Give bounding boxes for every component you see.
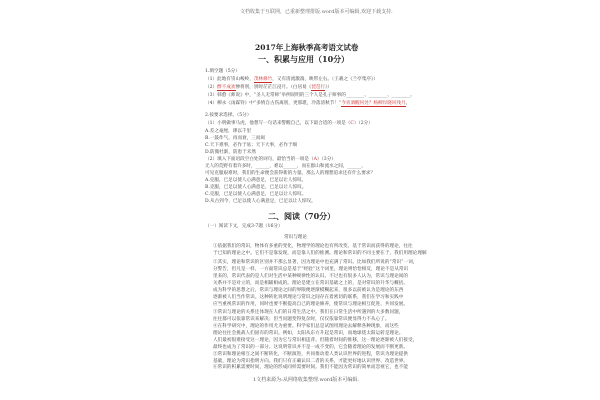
article-paragraph-line: 分警告，但凡是一样，一方面常识总是基于“经验”这个词里，理论则恰恰相反，理论不是从常识 xyxy=(213,267,409,272)
q2-line1-prefix: （1）小明做事马虎，他想写一句话来警醒自己，以下最合适的一项是（ xyxy=(205,121,351,126)
article-paragraph-line: ⑥常识的积累需要时间，理论的形成同样需要时间。我们不能因为常识的简单而忽视它，也不能 xyxy=(213,365,409,370)
q2-option-d2: D.从古到今，已足以使人心满意足，已足以让人惊叹。 xyxy=(205,199,316,204)
article-title: 常识与理论 xyxy=(284,235,307,240)
article-paragraph-line: ④在科学研究中，理论的作用尤为重要。科学家们总是试图用理论去解释各种现象，而这些 xyxy=(213,324,399,329)
q1-line2-answer-b: 琵琶行 xyxy=(311,85,326,90)
article-paragraph-line: 人们最初很难接受这一理论，因为它与常识相违背。但随着时间的推移，这一理论逐渐被人们接受， xyxy=(213,338,418,343)
q2-line2 xyxy=(205,158,336,163)
article-paragraph-line: 理论往往会挑战人们固有的常识。例如，太阳从东方升起是常识，而地球绕太阳运转是理论。 xyxy=(213,331,404,336)
q2-label: 2.按要求选择。（5分） xyxy=(205,113,252,118)
q2-line1 xyxy=(205,122,373,127)
q1-label: 1.填空题（5分） xyxy=(205,69,240,74)
header-note: 文档收集于互联网，已重新整理排版.word版本可编辑,欢迎下载支持. xyxy=(240,9,393,15)
article-paragraph-line: ①依据我们的常识，物体有多重的变化，物理学的理论也有所改变。基于常识而获得的理论，往往 xyxy=(213,244,413,249)
q2-option-d: D.防微杜渐，防患于未然 xyxy=(205,150,256,155)
article-paragraph-line: ⑤常识和理论相互之间不断转化，不断演进，共同推动着人类认识世界的进程，常识为理论提供 xyxy=(213,352,409,357)
article-paragraph-line: ③常识与理论的关系还体现在人们的日常生活之中。我们在日常生活中所遇到的大多数问题， xyxy=(213,310,404,315)
article-paragraph-line: 最终也成为了常识的一部分。这说明常识并不是一成不变的，它会随着理论的发展而不断更新。 xyxy=(213,345,409,350)
q2-line1-suffix: ）（2分） xyxy=(353,121,373,126)
q2-line2-suffix: ）（3分） xyxy=(316,157,336,162)
footer-note: 1文档来源为:从网络收集整理.word版本可编辑. xyxy=(253,377,359,383)
section2-sub: （一）阅读下文，完成3-7题（16分） xyxy=(205,224,283,229)
article-paragraph-line: 关系并不是对立的，而是相辅相成的。理论是建立在常识基础之上的，是对常识的升华与概括。 xyxy=(213,281,409,286)
q2-option-b2: B.克服，已足以使人心满意足，已足以让人惊叹。 xyxy=(205,185,307,190)
q2-option-a: A.差之毫厘，谬以千里 xyxy=(205,129,252,134)
q1-line2-answer-a: 醉不成欢 xyxy=(217,85,236,90)
q1-line1 xyxy=(205,78,378,83)
q1-line4-suffix: 。 xyxy=(405,101,411,106)
article-paragraph-line: 应当重视常识的作用，同时也要不断提高自己的理论修养，使常识与理论相互促进、共同发展。 xyxy=(213,302,409,307)
article-paragraph-line: ②其实，理论和常识的区别并不那么显著，因为理论中也充满了常识。比如我们所说的“常识”一词， xyxy=(213,260,418,265)
article-paragraph-line: 基础，理论为常识指明方向。我们只有正确认识二者的关系，才能更好地认识世界、改造世界。 xyxy=(213,359,409,364)
q2-passage-2: 可见克服艰难时，我们的生命便会获得新的力量。那么人的理想追求还有什么要求？ xyxy=(205,171,375,176)
q2-option-a2: A.克服，已足以使人心满意足，已足以让人惊叹。 xyxy=(205,178,307,183)
q1-line4 xyxy=(205,102,410,107)
q1-line4-prefix: （4）柳永《雨霖铃》中“多情自古伤离别，更那堪，冷落清秋节！” xyxy=(205,101,342,106)
q1-line2-suffix: 》） xyxy=(325,85,332,90)
q2-option-c2: C.克服，已足以使人心满意足，已足以让人惊叹。 xyxy=(205,192,307,197)
article-paragraph-line: 于已知的理论之中。它们不是靠发现，而是靠人们的推测。理论和常识的不同主要在于，我们用理论理解 xyxy=(213,251,427,256)
q1-line1-suffix: ，又有清流激湍，映带左右。（王羲之《兰亭集序》） xyxy=(272,77,378,82)
article-paragraph-line: 逐渐被人们当作常识。这种转化说明理论与常识之间存在着密切的联系，我们在学习和实践中 xyxy=(213,295,404,300)
q2-line2-answer: A xyxy=(313,157,317,162)
page-title: 2017年上海秋季高考语文试卷 xyxy=(255,43,359,52)
q2-line2-prefix: （2）填入下面语段空白处的词句，最恰当的一项是（ xyxy=(205,157,314,162)
article-paragraph-line: 里来的，常识代表的是人们对生活中某种规律性的认识。不过也有很多人认为，常识与理论间的 xyxy=(213,274,409,279)
q1-line1-prefix: （1）此地有崇山峻岭， xyxy=(205,77,254,82)
q1-line4-answer: 今宵酒醒何处？杨柳岸晓风残月 xyxy=(341,101,406,106)
q2-line1-answer: C xyxy=(350,121,354,126)
section2-heading: 二、阅读（70分） xyxy=(268,211,336,221)
section1-heading: 一、积累与应用（10分） xyxy=(258,54,350,64)
article-paragraph-line: 成为科学的思想之后，常识与理论之间的界限便逐渐模糊起来，很多以前被认为是理论的东西 xyxy=(213,288,404,293)
article-paragraph-line: 往往都可以依靠常识来解决；但当问题变得复杂时，仅仅依靠常识便显得力不从心了。 xyxy=(213,317,390,322)
q1-line2-prefix: （2） xyxy=(205,85,218,90)
q2-passage-1: 无人的荒野有着许多时，______，难以______，而在群山和流水之间，______， xyxy=(205,164,366,169)
q2-option-c: C.天下难事，必作于易；天下大事，必作于细 xyxy=(205,143,298,148)
q2-option-b: B.一鼓作气，再而衰，三而竭 xyxy=(205,136,265,141)
q1-line3: （3）韩愈《师说》中，“圣人无常师”举例说明的三个人是孔子师事的________、________、________。 xyxy=(205,93,415,98)
q1-line2 xyxy=(205,86,332,91)
q1-line1-answer: 茂林修竹 xyxy=(253,77,273,82)
q1-line2-mid: 惨将别，别时茫茫江浸月。（白居易《 xyxy=(235,85,312,90)
